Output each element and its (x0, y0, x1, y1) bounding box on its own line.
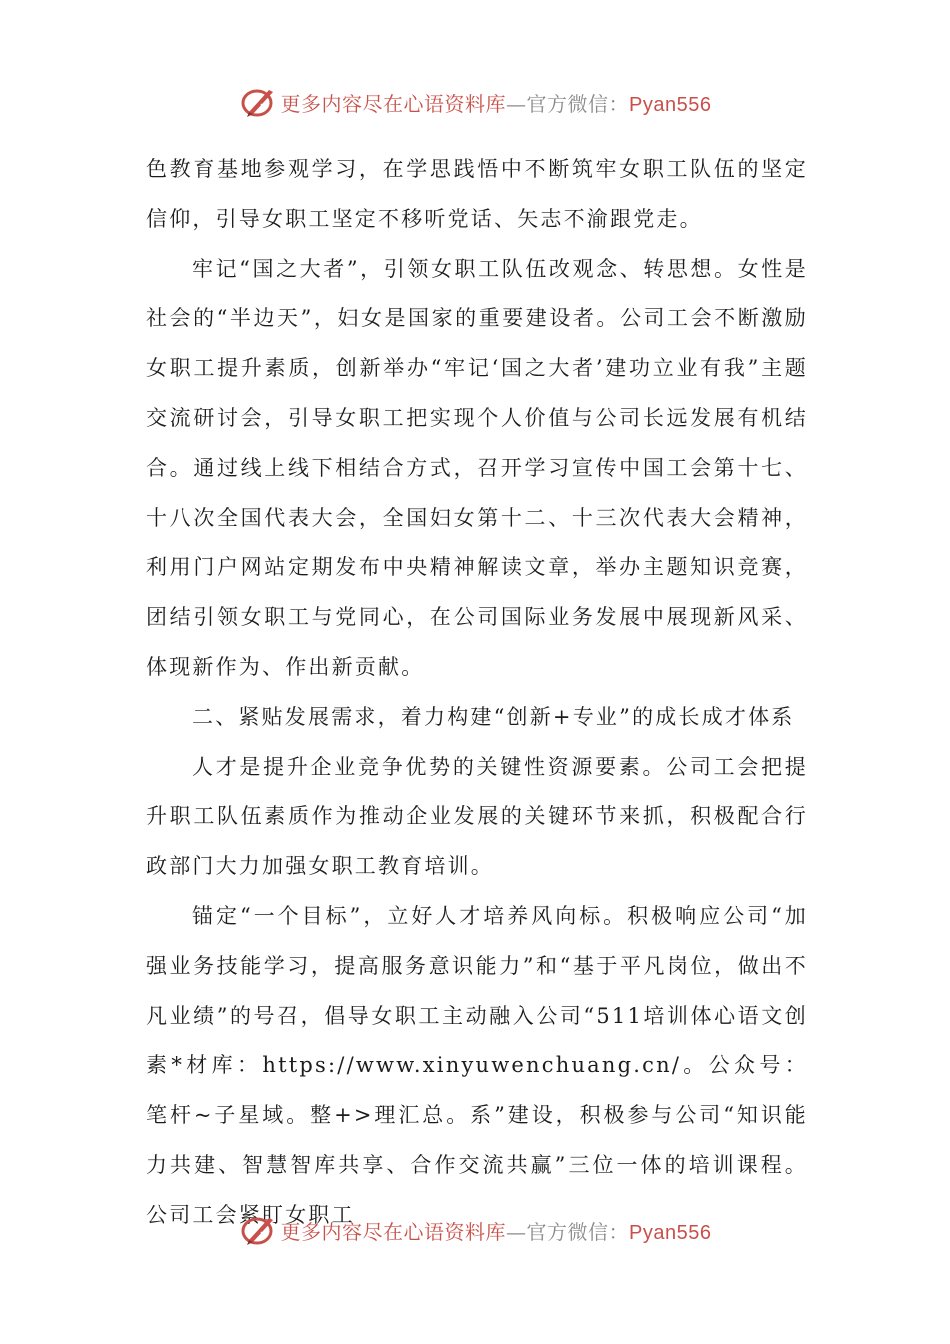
watermark-official-label: 官方微信： (526, 91, 630, 116)
document-body (146, 145, 808, 1241)
footer-watermark-banner (0, 1208, 950, 1252)
watermark-official-label: 官方微信： (526, 1219, 630, 1244)
watermark-brand: 更多内容尽在心语资料库 (280, 91, 507, 116)
header-watermark-banner (0, 80, 950, 124)
watermark-text (281, 1216, 712, 1245)
quill-pen-logo-icon (239, 1210, 279, 1250)
watermark-dash: — (506, 1219, 527, 1244)
paragraph-talent: 人才是提升企业竞争优势的关键性资源要素。公司工会把提升职工队伍素质作为推动企业发展的关键环节来抓，积极配合行政部门大力加强女职工教育培训。 (146, 754, 808, 879)
watermark-wechat-id: Pyan556 (629, 93, 712, 116)
watermark-text (281, 88, 712, 117)
paragraph-one-goal: 锚定“一个目标”，立好人才培养风向标。积极响应公司“加强业务技能学习，提高服务意识能力”和“基于平凡岗位，做出不凡业绩”的号召，倡导女职工主动融入公司“511培训体心语文创素*材库：https://www.xinyuwenchuang.cn/。公众号：笔杆~子星域。整+>理汇总。系”建设，积极参与公司“知识能力共建、智慧智库共享、合作交流共赢”三位一体的培训课程。公司工会紧盯女职工 (146, 903, 808, 1227)
paragraph-continuation: 色教育基地参观学习，在学思践悟中不断筑牢女职工队伍的坚定信仰，引导女职工坚定不移听党话、矢志不渝跟党走。 (146, 157, 808, 231)
watermark-wechat-id: Pyan556 (629, 1221, 712, 1244)
watermark-dash: — (506, 91, 527, 116)
quill-pen-logo-icon (239, 82, 279, 122)
paragraph-guozhidazhe: 牢记“国之大者”，引领女职工队伍改观念、转思想。女性是社会的“半边天”，妇女是国家的重要建设者。公司工会不断激励女职工提升素质，创新举办“牢记‘国之大者’建功立业有我”主题交流研讨会，引导女职工把实现个人价值与公司长远发展有机结合。通过线上线下相结合方式，召开学习宣传中国工会第十七、十八次全国代表大会，全国妇女第十二、十三次代表大会精神，利用门户网站定期发布中央精神解读文章，举办主题知识竞赛，团结引领女职工与党同心，在公司国际业务发展中展现新风采、体现新作为、作出新贡献。 (146, 256, 808, 679)
watermark-brand: 更多内容尽在心语资料库 (280, 1219, 507, 1244)
section-heading-two: 二、紧贴发展需求，着力构建“创新+专业”的成长成才体系 (192, 704, 795, 729)
